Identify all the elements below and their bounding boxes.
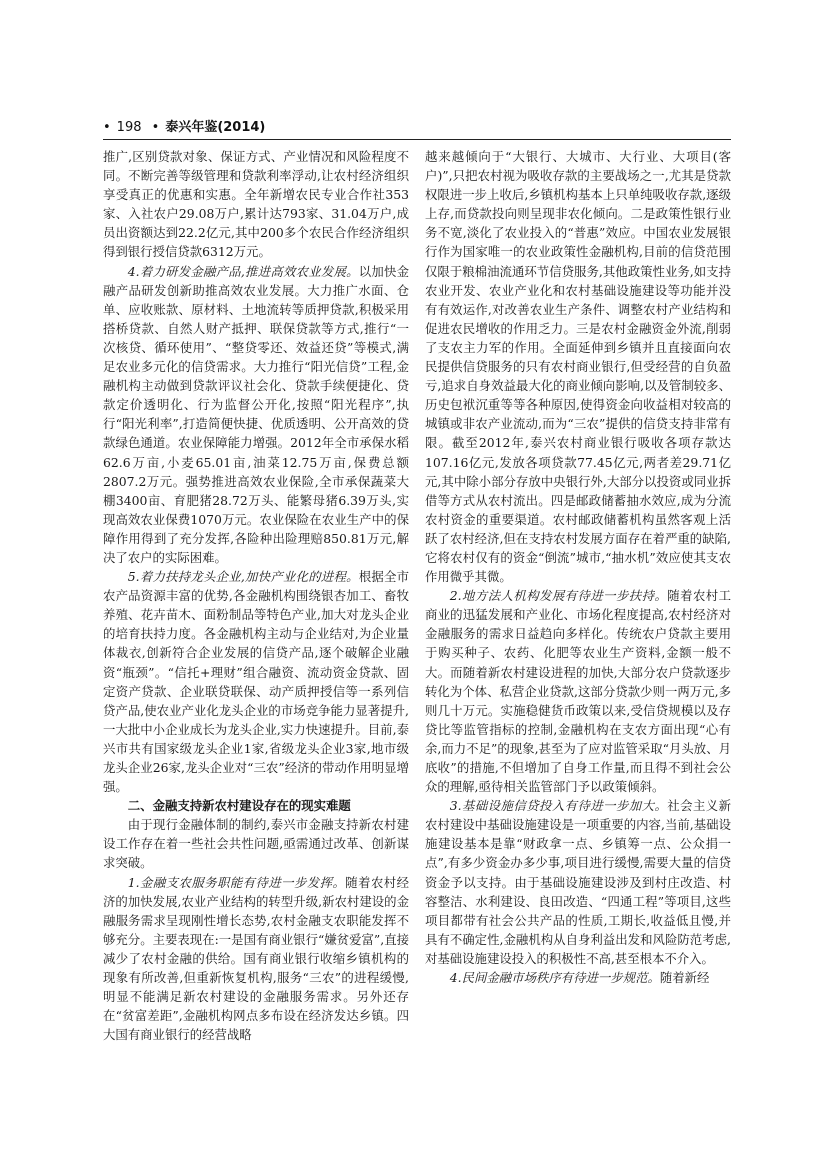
- paragraph-lead: 2.地方法人机构发展有待进一步扶持。: [449, 588, 668, 604]
- paragraph-body: 以加快金融产品研发创新助推高效农业发展。大力推广水面、仓单、应收账款、原材料、土地流转等质押贷款,积极采用搭桥贷款、自然人财产抵押、联保贷款等方式,推行“一次核贷、循环使用”、“整贷零还、效益还贷”等模式,满足农业多元化的信贷需求。大力推行“阳光信贷”工程,金融机构主动做到贷款评议社会化、贷款手续便捷化、贷款定价透明化、行为监督公开化,按照“阳光程序”,执行“阳光利率”,打造简便快捷、优质透明、公开高效的贷款绿色通道。农业保障能力增强。2012年全市承保水稻62.6万亩,小麦65.01亩,油菜12.75万亩,保费总额2807.2万元。强势推进高效农业保险,全市承保蔬菜大棚3400亩、育肥猪28.72万头、能繁母猪6.39万头,实现高效农业保费1070万元。农业保险在农业生产中的保障作用得到了充分发挥,各险种出险理赔850.81万元,解决了农户的实际困难。: [103, 263, 409, 565]
- paragraph: [425, 968, 731, 987]
- paragraph-body: 根据全市农产品资源丰富的优势,各金融机构围绕银杏加工、畜牧养殖、花卉苗木、面粉制品等特色产业,加大对龙头企业的培育扶持力度。各金融机构主动与企业结对,为企业量体裁衣,创新符合企业发展的信贷产品,逐个破解企业融资“瓶颈”。“信托+理财”组合融资、流动资金贷款、固定资产贷款、企业联贷联保、动产质押授信等一系列信贷产品,使农业产业化龙头企业的市场竞争能力显著提升,一大批中小企业成长为龙头企业,实力快速提升。目前,泰兴市共有国家级龙头企业1家,省级龙头企业3家,地市级龙头企业26家,龙头企业对“三农”经济的带动作用明显增强。: [103, 569, 409, 795]
- paragraph: [103, 873, 409, 1045]
- paragraph: [103, 262, 409, 568]
- header-rule: [103, 139, 731, 140]
- paragraph-lead: 3.基础设施信贷投入有待进一步加大。: [449, 798, 668, 814]
- section-heading: 二、金融支持新农村建设存在的现实难题: [127, 798, 351, 814]
- yearbook-title: 泰兴年鉴(2014): [165, 120, 266, 135]
- paragraph-lead: 1.金融支农服务职能有待进一步发挥。: [127, 874, 346, 890]
- bullet-dot: •: [151, 120, 160, 135]
- bullet-dot: •: [103, 120, 111, 135]
- paragraph: 由于现行金融体制的制约,泰兴市金融支持新农村建设工作存在着一些社会共性问题,亟需通过改革、创新谋求突破。: [103, 817, 409, 871]
- paragraph-body: 随着农村经济的加快发展,农业产业结构的转型升级,新农村建设的金融服务需求呈现刚性增长态势,农村金融支农职能发挥不够充分。主要表现在:一是国有商业银行“嫌贫爱富”,直接减少了农村金融的供给。国有商业银行收缩乡镇机构的现象有所改善,但重新恢复机构,服务“三农”的进程缓慢,明显不能满足新农村建设的金融服务需求。另外还存在“贫富差距”,金融机构网点多布设在经济发达乡镇。四大国有商业银行的经营战略: [103, 874, 409, 1043]
- paragraph-body: 社会主义新农村建设中基础设施建设是一项重要的内容,当前,基础设施建设基本是靠“财政拿一点、乡镇筹一点、公众捐一点”,有多少资金办多少事,项目进行缓慢,需要大量的信贷资金予以支持。由于基础设施建设涉及到村庄改造、村容整洁、水利建设、良田改造、“四通工程”等项目,这些项目都带有社会公共产品的性质,工期长,收益低且慢,并具有不确定性,金融机构从自身利益出发和风险防范考虑,对基础设施建设投入的积极性不高,甚至根本不介入。: [425, 798, 731, 966]
- left-column: [103, 147, 409, 1044]
- paragraph: [103, 567, 409, 796]
- paragraph-lead: 5.着力扶持龙头企业,加快产业化的进程。: [127, 569, 359, 585]
- paragraph-lead: 4.着力研发金融产品,推进高效农业发展。: [127, 263, 359, 279]
- paragraph-lead: 4.民间金融市场秩序有待进一步规范。: [449, 970, 660, 986]
- paragraph-body: 随着新经: [659, 970, 710, 986]
- page-number: 198: [116, 120, 142, 135]
- paragraph: [425, 586, 731, 796]
- paragraph-body: 随着农村工商业的迅猛发展和产业化、市场化程度提高,农村经济对金融服务的需求日益趋向多样化。传统农户贷款主要用于购买种子、农药、化肥等农业生产资料,金额一般不大。而随着新农村建设进程的加快,大部分农户贷款逐步转化为个体、私营企业贷款,这部分贷款少则一两万元,多则几十万元。实施稳健货币政策以来,受信贷规模以及存贷比等监管指标的控制,金融机构在支农方面出现“心有余,而力不足”的现象,甚至为了应对监管采取“月头放、月底收”的措施,不但增加了自身工作量,而且得不到社会公众的理解,亟待相关监管部门予以政策倾斜。: [425, 588, 731, 795]
- paragraph: 推广,区别贷款对象、保证方式、产业情况和风险程度不同。不断完善等级管理和贷款利率浮动,让农村经济组织享受真正的优惠和实惠。全年新增农民专业合作社353家、入社农户29.08万户,累计达793家、31.04万户,成员出资额达到22.2亿元,其中200多个农民合作经济组织得到银行授信贷款6312万元。: [103, 149, 409, 260]
- paragraph: [425, 796, 731, 968]
- page-header: [103, 116, 265, 135]
- paragraph: 越来越倾向于“大银行、大城市、大行业、大项目(客户)”,只把农村视为吸收存款的主要战场之一,尤其是贷款权限进一步上收后,乡镇机构基本上只单纯吸收存款,逐级上存,而贷款投向则呈现非农化倾向。二是政策性银行业务不宽,淡化了农业投入的“普惠”效应。中国农业发展银行作为国家唯一的农业政策性金融机构,目前的信贷范围仅限于粮棉油流通环节信贷服务,其他政策性业务,如支持农业开发、农业产业化和农村基础设施建设等功能并没有有效运作,对改善农业生产条件、调整农村产业结构和促进农民增收的作用乏力。三是农村金融资金外流,削弱了支农主力军的作用。全面延伸到乡镇并且直接面向农民提供信贷服务的只有农村商业银行,但受经营的自负盈亏,追求自身效益最大化的商业倾向影响,以及管制较多、历史包袱沉重等等各种原因,使得资金向收益相对较高的城镇或非农产业流动,而为“三农”提供的信贷支持非常有限。截至2012年,泰兴农村商业银行吸收各项存款达107.16亿元,发放各项贷款77.45亿元,两者差29.71亿元,其中除小部分存放中央银行外,大部分以投资或同业拆借等方式从农村流出。四是邮政储蓄抽水效应,成为分流农村资金的重要渠道。农村邮政储蓄机构虽然客观上活跃了农村经济,但在支持农村发展方面存在着严重的缺陷,它将农村仅有的资金“倒流”城市,“抽水机”效应使其支农作用微乎其微。: [425, 149, 731, 585]
- right-column: [425, 147, 731, 987]
